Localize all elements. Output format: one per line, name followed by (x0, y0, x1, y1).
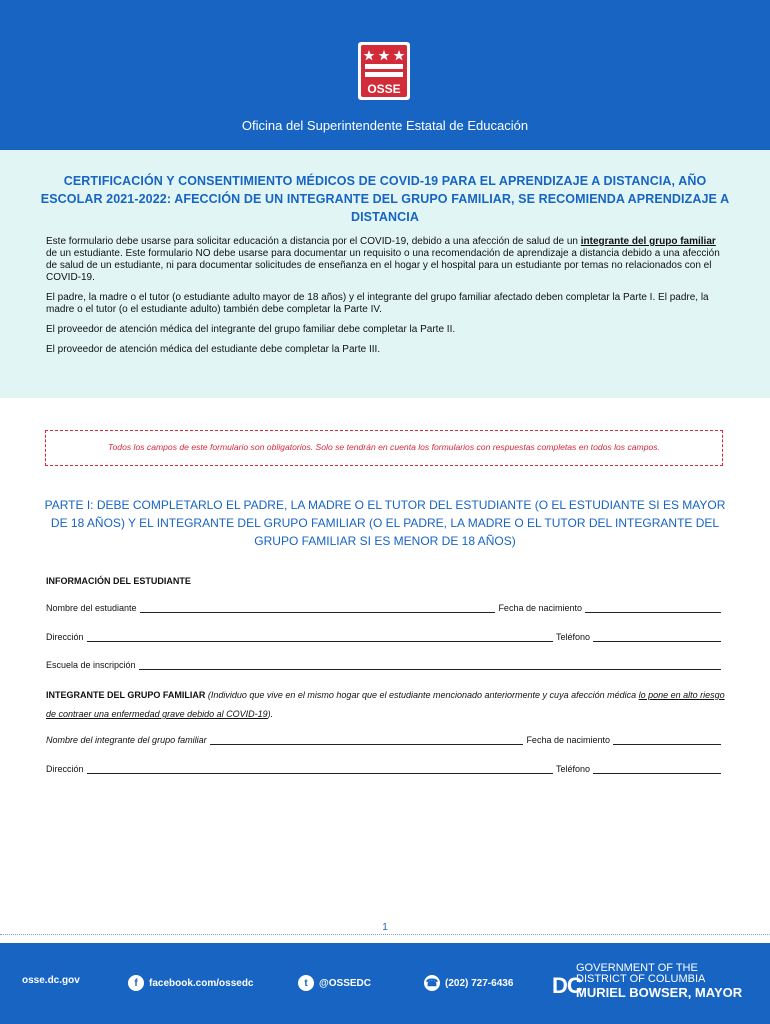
address-label: Dirección (46, 632, 84, 642)
member-name-field[interactable] (210, 735, 524, 745)
intro-p1-text-b: de un estudiante. Este formulario NO debe usarse para documentar un requisito o una recomendación de aprendizaje a distancia debido a una afección de salud de un estudiante, ni para documentar solicitudes de enseñanza en el hogar y el hospital para un estudiante por temas no relacionados con el COVID-19. (46, 248, 720, 283)
intro-p1-text-a: Este formulario debe usarse para solicitar educación a distancia por el COVID-19, debido a una afección de salud de un (46, 236, 581, 247)
facebook-text: facebook.com/ossedc (149, 977, 254, 989)
header-banner (0, 0, 770, 150)
household-member-description (46, 686, 726, 724)
intro-paragraph-1 (46, 236, 728, 284)
footer-twitter[interactable] (298, 975, 371, 991)
dc-mark: DC (552, 973, 582, 998)
member-name-row (46, 735, 724, 745)
member-desc-underlined: lo pone en alto riesgo de contraer una enfermedad grave debido al COVID-19 (46, 690, 725, 719)
logo-text: OSSE (367, 82, 401, 96)
osse-logo (358, 42, 410, 100)
footer-website[interactable] (22, 975, 80, 986)
intro-body (46, 236, 728, 364)
birth-date-field[interactable] (585, 603, 721, 613)
member-address-row (46, 764, 724, 774)
member-birth-date-field[interactable] (613, 735, 721, 745)
footer-banner (0, 943, 770, 1024)
phone-text: (202) 727-6436 (445, 977, 514, 989)
form-title: CERTIFICACIÓN Y CONSENTIMIENTO MÉDICOS DE COVID-19 PARA EL APRENDIZAJE A DISTANCIA, AÑO ESCOLAR 2021-2022: AFECCIÓN DE UN INTEGRANTE DEL GRUPO FAMILIAR, SE RECOMIENDA APRENDIZAJE A DISTANCIA (40, 174, 730, 224)
intro-paragraph-4: El proveedor de atención médica del estudiante debe completar la Parte III. (46, 344, 381, 355)
address-field[interactable] (87, 632, 553, 642)
twitter-text: @OSSEDC (319, 977, 371, 989)
member-birth-date-label: Fecha de nacimiento (526, 735, 610, 745)
page-divider (0, 934, 770, 935)
school-field[interactable] (139, 660, 721, 670)
member-address-field[interactable] (87, 764, 553, 774)
notice-text: Todos los campos de este formulario son obligatorios. Solo se tendrán en cuenta los formularios con respuestas completas en todos los campos. (108, 442, 660, 452)
gov-line-1: GOVERNMENT OF THE (576, 962, 698, 974)
page-number: 1 (382, 922, 388, 933)
household-member-term: integrante del grupo familiar (580, 236, 716, 247)
footer-phone[interactable] (424, 975, 513, 991)
student-name-field[interactable] (140, 603, 496, 613)
member-desc-a: (Individuo que vive en el mismo hogar que el estudiante mencionado anteriormente y cuya afección médica (207, 690, 639, 700)
intro-paragraph-3: El proveedor de atención médica del integrante del grupo familiar debe completar la Parte II. (46, 324, 456, 335)
phone-field[interactable] (593, 632, 721, 642)
address-row (46, 632, 724, 642)
member-address-label: Dirección (46, 764, 84, 774)
student-name-row (46, 603, 724, 613)
school-label: Escuela de inscripción (46, 660, 136, 670)
school-row (46, 660, 724, 670)
office-name: Oficina del Superintendente Estatal de Educación (241, 118, 529, 133)
footer-facebook[interactable] (128, 975, 253, 991)
student-info-heading: INFORMACIÓN DEL ESTUDIANTE (46, 576, 191, 586)
member-phone-label: Teléfono (555, 764, 590, 774)
gov-line-3: MURIEL BOWSER, MAYOR (576, 985, 743, 1000)
twitter-icon: t (298, 975, 314, 991)
phone-label: Teléfono (555, 632, 590, 642)
student-name-label: Nombre del estudiante (46, 603, 137, 613)
gov-line-2: DISTRICT OF COLUMBIA (576, 973, 706, 985)
member-phone-field[interactable] (593, 764, 721, 774)
member-name-label: Nombre del integrante del grupo familiar (46, 735, 207, 745)
household-member-heading: INTEGRANTE DEL GRUPO FAMILIAR (46, 690, 206, 700)
facebook-icon: f (128, 975, 144, 991)
phone-icon: ☎ (424, 975, 440, 991)
birth-date-label: Fecha de nacimiento (498, 603, 582, 613)
part-1-title: PARTE I: DEBE COMPLETARLO EL PADRE, LA MADRE O EL TUTOR DEL ESTUDIANTE (O EL ESTUDIANTE SI ES MAYOR DE 18 AÑOS) Y EL INTEGRANTE DEL GRUPO FAMILIAR (O EL PADRE, LA MADRE O EL TUTOR DEL INTEGRANTE DEL GRUPO FAMILIAR SI ES MENOR DE 18 AÑOS) (44, 498, 726, 548)
member-desc-b: ). (267, 709, 274, 719)
intro-paragraph-2: El padre, la madre o el tutor (o estudiante adulto mayor de 18 años) y el integrante del grupo familiar afectado deben completar la Parte I. El padre, la madre o el tutor (o el estudiante adulto) también debe completar la Parte IV. (46, 292, 709, 315)
required-fields-notice (45, 430, 723, 466)
website-text: osse.dc.gov (22, 975, 80, 986)
